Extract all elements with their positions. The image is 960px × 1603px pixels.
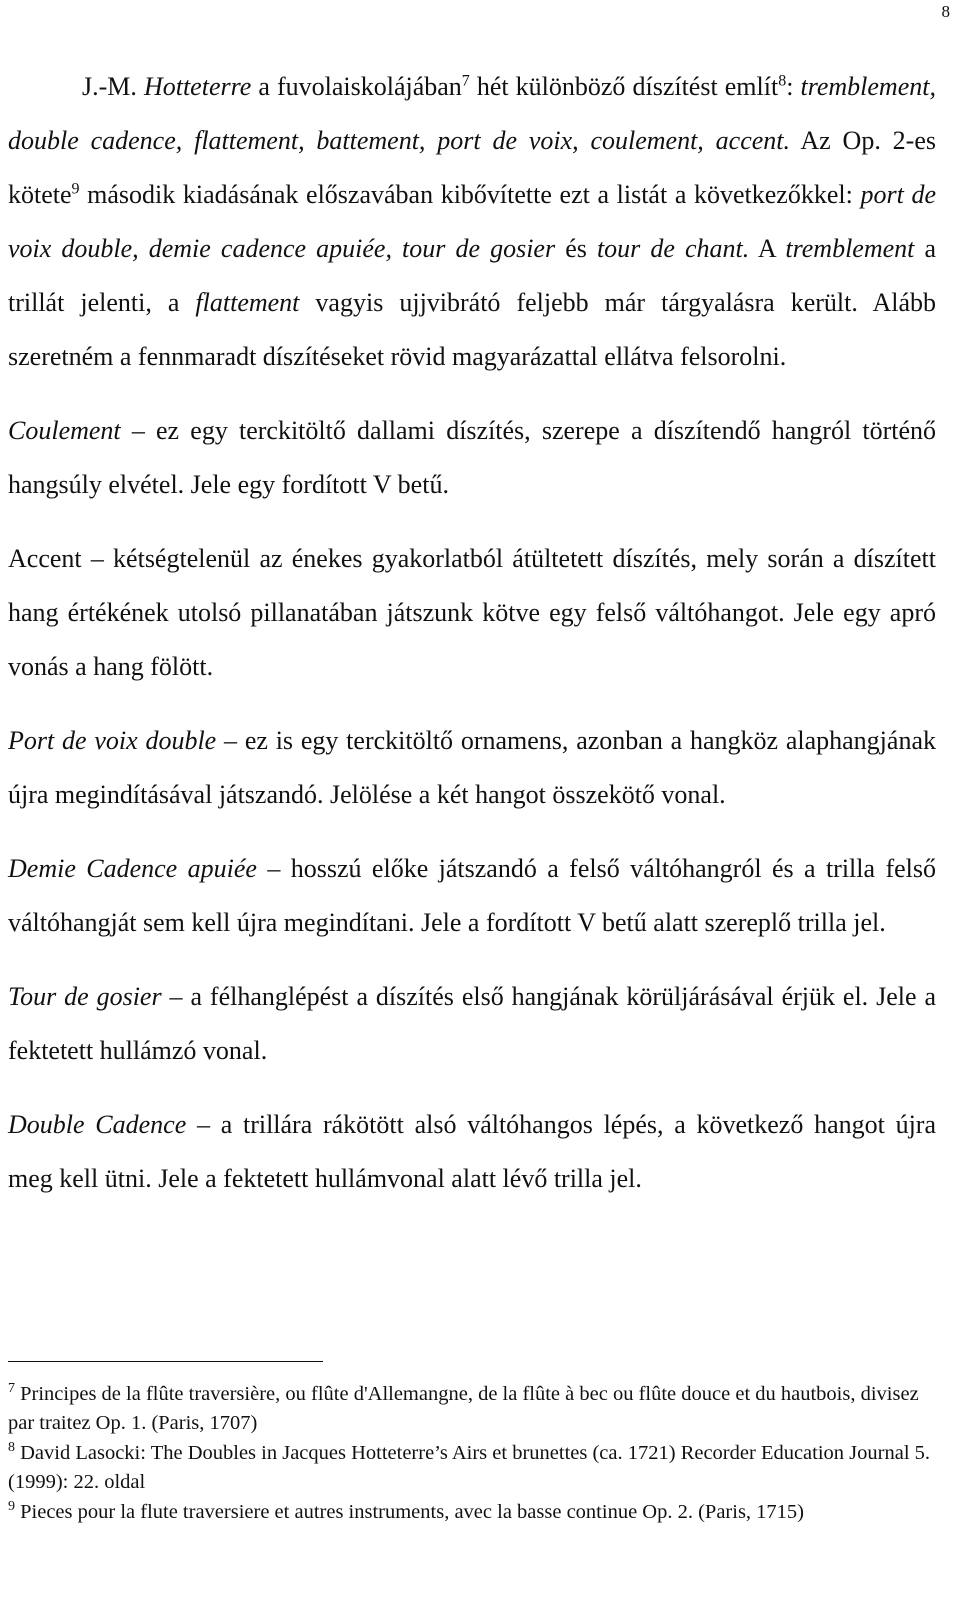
ornament-entry-double-cadence	[8, 1098, 936, 1206]
intro-text: és	[555, 234, 597, 263]
footnote-ref[interactable]: 9	[71, 180, 80, 198]
intro-text: a fuvolaiskolájában	[251, 72, 462, 101]
ornament-description: – a trillára rákötött alsó váltóhangos lépés, a következő hangot újra meg kell ütni. Jele a fektetett hullámvonal alatt lévő trilla jel.	[8, 1110, 936, 1193]
footnote-ref[interactable]: 7	[461, 72, 470, 90]
intro-text: A	[749, 234, 786, 263]
intro-text: J.-M.	[82, 72, 144, 101]
footnotes	[8, 1380, 936, 1528]
ornament-term: Tour de gosier	[8, 982, 162, 1011]
page-number: 8	[941, 2, 950, 21]
footnote-7	[8, 1380, 936, 1438]
ornament-description: – a félhanglépést a díszítés első hangjának körüljárásával érjük el. Jele a fektetett hullámzó vonal.	[8, 982, 936, 1065]
footnote-ref[interactable]: 8	[778, 72, 787, 90]
footnote-text: David Lasocki: The Doubles in Jacques Hotteterre’s Airs et brunettes (ca. 1721) Recorder Education Journal 5. (1999): 22. oldal	[8, 1442, 931, 1493]
footnote-text: Pieces pour la flute traversiere et autres instruments, avec la basse continue Op. 2. (Paris, 1715)	[15, 1501, 804, 1523]
intro-text-italic: port de voix double, demie cadence apuiée, tour de gosier	[8, 180, 936, 263]
intro-text: második kiadásának előszavában kibővítette ezt a listát a következőkkel:	[79, 180, 861, 209]
footnote-text: Principes de la flûte traversière, ou flûte d'Allemangne, de la flûte à bec ou flûte douce et du hautbois, divisez par traitez Op. 1. (Paris, 1707)	[8, 1383, 919, 1434]
footnote-8	[8, 1439, 936, 1497]
intro-text-italic: tremblement, double cadence, flattement, battement, port de voix, coulement, accent.	[8, 72, 936, 155]
intro-text-italic: tour de chant.	[596, 234, 750, 263]
intro-text-italic: flattement	[195, 288, 300, 317]
intro-text: Az Op. 2-es kötete	[8, 126, 936, 209]
footnote-number: 9	[8, 1499, 15, 1515]
ornament-term: Double Cadence	[8, 1110, 187, 1139]
intro-text: a trillát jelenti, a	[8, 234, 937, 317]
footnote-separator	[8, 1361, 323, 1362]
ornament-term: Accent	[8, 544, 82, 573]
ornament-entry-demie-cadence-apuiee	[8, 842, 936, 950]
footnote-number: 7	[8, 1381, 15, 1397]
intro-text-italic: tremblement	[785, 234, 915, 263]
ornament-entry-accent	[8, 532, 936, 694]
footnote-number: 8	[8, 1440, 15, 1456]
intro-text: :	[786, 72, 801, 101]
ornament-entry-port-de-voix-double	[8, 714, 936, 822]
ornament-entry-coulement	[8, 404, 936, 512]
ornament-term: Port de voix double	[8, 726, 217, 755]
intro-paragraph	[8, 60, 936, 384]
intro-text: hét különböző díszítést említ	[469, 72, 779, 101]
intro-text-italic: Hotteterre	[143, 72, 252, 101]
ornament-description: – kétségtelenül az énekes gyakorlatból átültetett díszítés, mely során a díszített hang értékének utolsó pillanatában játszunk kötve egy felső váltóhangot. Jele egy apró vonás a hang fölött.	[8, 544, 936, 681]
ornament-term: Demie Cadence apuiée	[8, 854, 257, 883]
main-text	[8, 60, 936, 1226]
ornament-description: – ez is egy terckitöltő ornamens, azonban a hangköz alaphangjának újra megindításával játszandó. Jelölése a két hangot összekötő vonal.	[8, 726, 936, 809]
footnote-9	[8, 1498, 936, 1527]
intro-text: vagyis ujjvibrátó feljebb már tárgyalásra került. Alább szeretném a fennmaradt díszítéseket rövid magyarázattal ellátva felsorolni.	[8, 288, 936, 371]
ornament-description: – ez egy terckitöltő dallami díszítés, szerepe a díszítendő hangról történő hangsúly elvétel. Jele egy fordított V betű.	[8, 416, 936, 499]
ornament-description: – hosszú előke játszandó a felső váltóhangról és a trilla felső váltóhangját sem kell újra megindítani. Jele a fordított V betű alatt szereplő trilla jel.	[8, 854, 936, 937]
ornament-term: Coulement	[8, 416, 121, 445]
ornament-entry-tour-de-gosier	[8, 970, 936, 1078]
